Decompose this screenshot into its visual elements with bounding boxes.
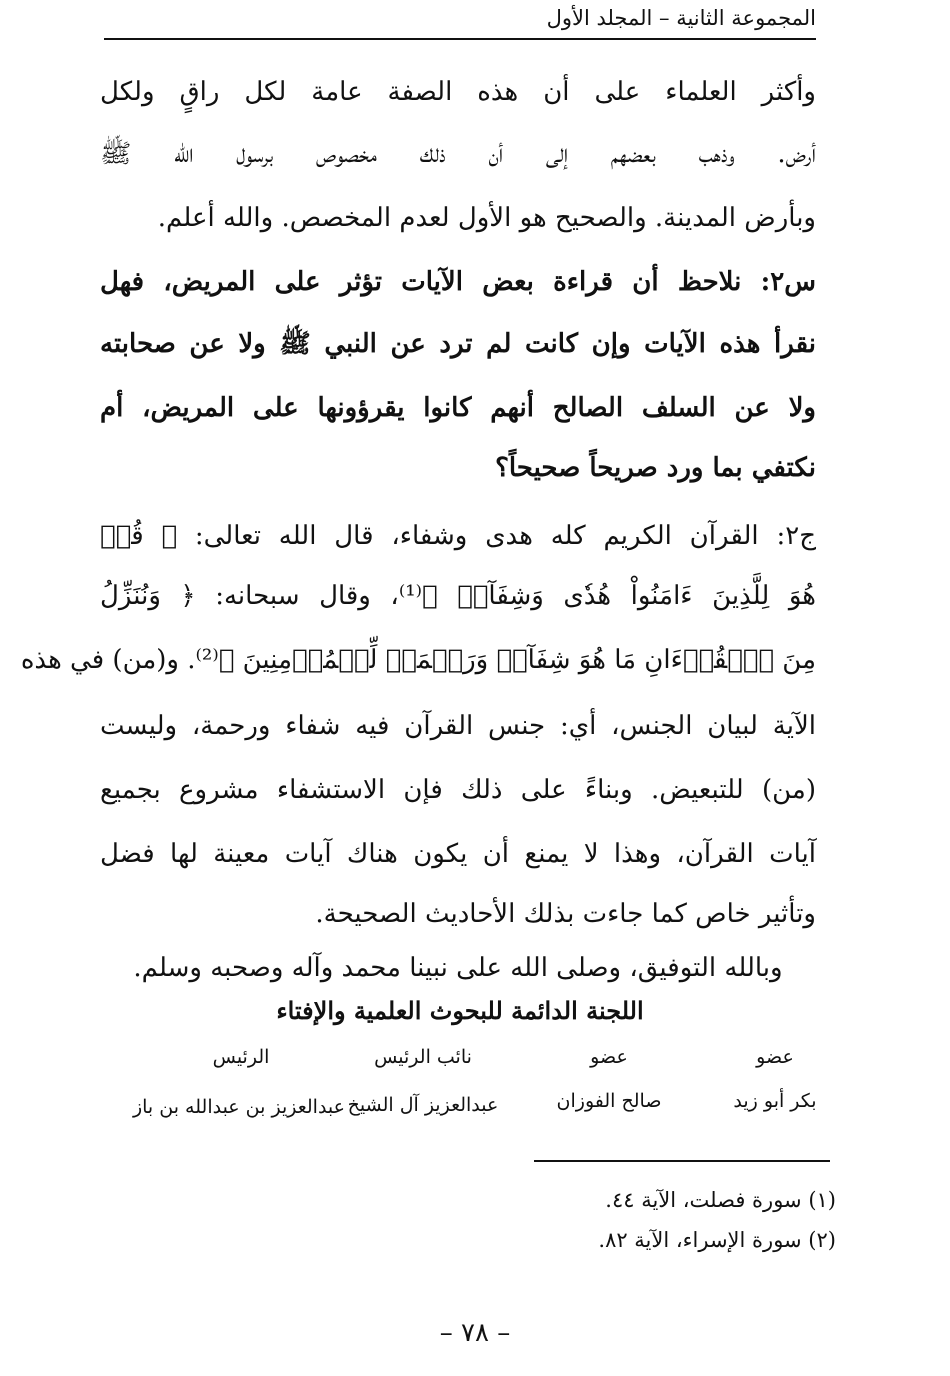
footnote: (٢) سورة الإسراء، الآية ٨٢. (598, 1228, 836, 1252)
answer-line: آيات القرآن، وهذا لا يمنع أن يكون هناك آيات معينة لها فضل (100, 839, 816, 869)
answer-line: هُوَ لِلَّذِينَ ءَامَنُواْ هُدٗى وَشِفَآءٞ ﴾⁽¹⁾، وقال سبحانه: ﴿ وَنُنَزِّلُ (100, 581, 816, 611)
question-line: س٢: نلاحظ أن قراءة بعض الآيات تؤثر على المريض، فهل (100, 267, 816, 297)
answer-line: مِنَ ٱلۡقُرۡءَانِ مَا هُوَ شِفَآءٞ وَرَحۡمَةٞ لِّلۡمُؤۡمِنِينَ ﴾⁽²⁾. و(من) في هذه (20, 645, 816, 675)
member-name: عبدالعزيز بن عبدالله بن باز (132, 1096, 346, 1118)
answer-line: وتأثير خاص كما جاءت بذلك الأحاديث الصحيحة. (315, 899, 816, 929)
member-role: عضو (756, 1046, 794, 1068)
paragraph-line: وبأرض المدينة. والصحيح هو الأول لعدم المخصص. والله أعلم. (157, 203, 816, 233)
member-name: بكر أبو زيد (733, 1090, 817, 1112)
paragraph-line: وأكثر العلماء على أن هذه الصفة عامة لكل راقٍ ولكل (100, 77, 816, 107)
header-rule (104, 38, 816, 40)
member-role: عضو (590, 1046, 628, 1068)
member-name: صالح الفوزان (556, 1090, 662, 1112)
question-line: ولا عن السلف الصالح أنهم كانوا يقرؤونها على المريض، أم (100, 393, 816, 423)
question-line: نكتفي بما ورد صريحاً صحيحاً؟ (495, 453, 816, 483)
question-line: نقرأ هذه الآيات وإن كانت لم ترد عن النبي ﷺ ولا عن صحابته (100, 329, 816, 359)
answer-line: (من) للتبعيض. وبناءً على ذلك فإن الاستشفاء مشروع بجميع (100, 775, 816, 805)
footnote: (١) سورة فصلت، الآية ٤٤. (605, 1188, 836, 1212)
page-number: – ٧٨ – (439, 1318, 511, 1348)
member-name: عبدالعزيز آل الشيخ (347, 1094, 499, 1116)
member-role: نائب الرئيس (374, 1046, 472, 1068)
paragraph-line: أرض. وذهب بعضهم إلى أن ذلك مخصوص برسول الله ﷺ (100, 139, 816, 169)
footnote-rule (534, 1160, 830, 1162)
running-header: المجموعة الثانية – المجلد الأول (546, 6, 816, 30)
answer-line: ج٢: القرآن الكريم كله هدى وشفاء، قال الله تعالى: ﴿ قُلۡ (100, 521, 816, 551)
member-role: الرئيس (212, 1046, 270, 1068)
closing-line: وبالله التوفيق، وصلى الله على نبينا محمد وآله وصحبه وسلم. (133, 953, 783, 983)
committee-title: اللجنة الدائمة للبحوث العلمية والإفتاء (276, 996, 644, 1025)
answer-line: الآية لبيان الجنس، أي: جنس القرآن فيه شفاء ورحمة، وليست (100, 711, 816, 741)
